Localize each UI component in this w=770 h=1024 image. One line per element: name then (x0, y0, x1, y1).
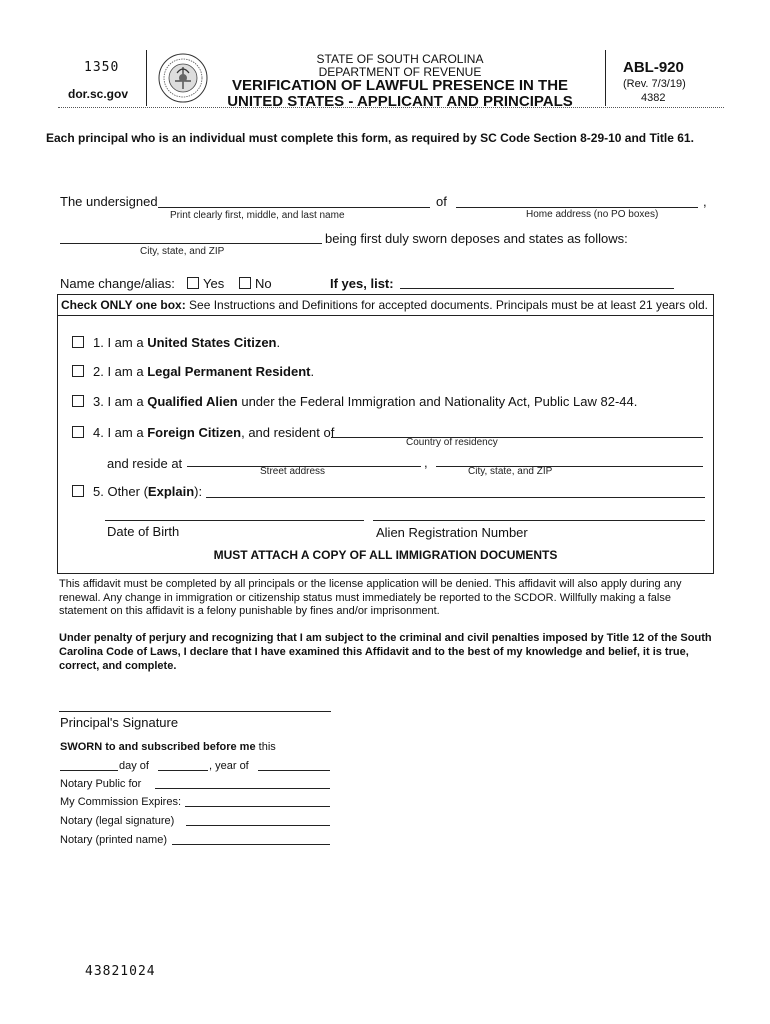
commission-label: My Commission Expires: (60, 796, 182, 808)
option1-prefix: 1. I am a (93, 335, 148, 350)
us-citizen-checkbox[interactable] (72, 336, 84, 348)
attach-notice: MUST ATTACH A COPY OF ALL IMMIGRATION DOCUMENTS (213, 548, 558, 562)
if-yes-label: If yes, list: (330, 276, 394, 291)
state-name: STATE OF SOUTH CAROLINA (316, 52, 484, 66)
option5-bold: Explain (147, 484, 195, 499)
other-checkbox[interactable] (72, 485, 84, 497)
department-name: DEPARTMENT OF REVENUE (318, 65, 482, 79)
country-of-residency-field[interactable] (331, 437, 703, 438)
affidavit-notice: This affidavit must be completed by all principals or the license application will be denied. This affidavit will also apply during any renewal. Any change in immigration or citizenship status must immediately be reported to the SCDOR. Willfully making a false statement on this affidavit is a felony punishable by fines and/or imprisonment. (59, 578, 682, 617)
option4-suffix: , and resident of (241, 425, 335, 440)
city-state-zip-field[interactable] (60, 243, 322, 244)
alias-label: Name change/alias: (60, 276, 175, 291)
alias-list-field[interactable] (400, 288, 674, 289)
principal-signature-label: Principal's Signature (60, 715, 179, 730)
qualified-alien-checkbox[interactable] (72, 395, 84, 407)
alias-yes-checkbox[interactable] (187, 277, 199, 289)
notary-legal-signature-field[interactable] (186, 825, 330, 826)
day-of-label: day of (119, 760, 149, 772)
option5-prefix: 5. Other ( (93, 484, 148, 499)
option5-suffix: ): (194, 484, 203, 499)
form-number: 4382 (641, 92, 666, 104)
day-field[interactable] (60, 770, 118, 771)
of-label: of (436, 194, 447, 209)
form-title-line1: VERIFICATION OF LAWFUL PRESENCE IN THE (231, 77, 569, 94)
intro-statement: Each principal who is an individual must complete this form, as required by SC Code Section 8-29-10 and Title 61. (46, 131, 694, 145)
dob-label: Date of Birth (107, 524, 180, 539)
month-field[interactable] (158, 770, 208, 771)
notary-for-label: Notary Public for (60, 778, 142, 790)
reside-comma: , (424, 455, 428, 470)
notary-printed-name-label: Notary (printed name) (60, 834, 167, 846)
form-code: 1350 (84, 60, 120, 75)
option3-bold: Qualified Alien (147, 394, 238, 409)
sworn-rest: this (255, 741, 276, 753)
header-bottom-rule (58, 107, 724, 108)
alias-no-checkbox[interactable] (239, 277, 251, 289)
foreign-city-caption: City, state, and ZIP (468, 466, 553, 477)
sworn-bold: SWORN to and subscribed before me (60, 741, 256, 753)
sworn-deposes-text: being first duly sworn deposes and states as follows: (325, 231, 628, 246)
other-explain-field[interactable] (206, 497, 705, 498)
sworn-statement (60, 741, 276, 753)
website: dor.sc.gov (68, 87, 129, 101)
home-address-field[interactable] (456, 207, 698, 208)
year-field[interactable] (258, 770, 330, 771)
street-caption: Street address (260, 466, 326, 477)
option4-prefix: 4. I am a (93, 425, 148, 440)
option2-bold: Legal Permanent Resident (147, 364, 311, 379)
option1-suffix: . (276, 335, 281, 350)
undersigned-label: The undersigned (60, 194, 158, 209)
check-one-text: See Instructions and Definitions for accepted documents. Principals must be at least 21 years old. (185, 298, 708, 312)
alias-no-label: No (255, 276, 272, 291)
date-of-birth-field[interactable] (105, 520, 364, 521)
reside-at-label: and reside at (107, 456, 183, 471)
country-caption: Country of residency (406, 437, 498, 448)
foreign-citizen-option (93, 425, 334, 440)
header-divider-right (605, 50, 606, 106)
alien-registration-label: Alien Registration Number (376, 525, 528, 540)
check-one-lead: Check ONLY one box: (61, 298, 186, 312)
option1-bold: United States Citizen (147, 335, 277, 350)
option4-bold: Foreign Citizen (147, 425, 242, 440)
commission-expires-field[interactable] (185, 806, 330, 807)
notary-legal-signature-label: Notary (legal signature) (60, 815, 175, 827)
option3-prefix: 3. I am a (93, 394, 148, 409)
form-id: ABL-920 (623, 59, 684, 76)
instruction-underline (57, 315, 714, 316)
full-name-field[interactable] (158, 207, 430, 208)
form-title-line2: UNITED STATES - APPLICANT AND PRINCIPALS (227, 93, 573, 110)
perjury-declaration: Under penalty of perjury and recognizing that I am subject to the criminal and civil penalties imposed by Title 12 of the South Carolina Code of Laws, I declare that I have examined this Affidavit and to the best of my knowledge and belief, it is true, correct, and complete. (59, 632, 712, 672)
foreign-citizen-checkbox[interactable] (72, 426, 84, 438)
us-citizen-option (93, 335, 280, 350)
notary-printed-name-field[interactable] (172, 844, 330, 845)
qualified-alien-option (93, 394, 637, 409)
form-revision: (Rev. 7/3/19) (623, 78, 686, 90)
address-comma: , (703, 194, 707, 209)
home-address-caption: Home address (no PO boxes) (526, 209, 659, 220)
year-of-label: , year of (209, 760, 249, 772)
permanent-resident-checkbox[interactable] (72, 365, 84, 377)
name-caption: Print clearly first, middle, and last name (170, 210, 345, 221)
city-caption: City, state, and ZIP (140, 246, 225, 257)
principal-signature-field[interactable] (59, 711, 331, 712)
alias-yes-label: Yes (203, 276, 225, 291)
option2-prefix: 2. I am a (93, 364, 148, 379)
check-one-instruction (61, 298, 708, 312)
option2-suffix: . (310, 364, 315, 379)
header-divider-left (146, 50, 147, 106)
permanent-resident-option (93, 364, 314, 379)
other-option (93, 484, 202, 499)
footer-code: 43821024 (85, 964, 156, 979)
alien-registration-field[interactable] (373, 520, 705, 521)
notary-for-field[interactable] (155, 788, 330, 789)
option3-suffix: under the Federal Immigration and Nationality Act, Public Law 82-44. (237, 394, 638, 409)
